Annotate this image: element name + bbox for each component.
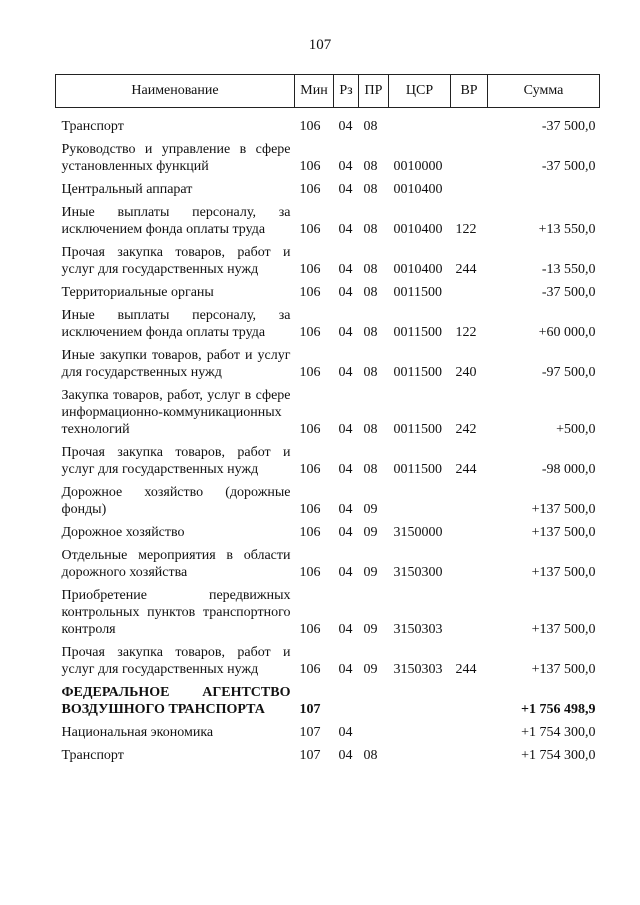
cell-min: 107 [299, 702, 321, 717]
cell-sum: -37 500,0 [541, 119, 596, 134]
cell-pr: 08 [363, 325, 378, 340]
cell-rz: 04 [338, 325, 353, 340]
cell-pr: 08 [363, 182, 378, 197]
cell-pr: 08 [363, 119, 378, 134]
cell-name: Дорожное хозяйство (дорожные фонды) [61, 485, 291, 517]
cell-name: ФЕДЕРАЛЬНОЕ АГЕНТСТВО ВОЗДУШНОГО ТРАНСПОРТА [61, 685, 291, 717]
cell-pr: 09 [363, 565, 378, 580]
table-row [56, 544, 600, 584]
cell-vr [451, 721, 488, 744]
cell-rz: 04 [338, 422, 353, 437]
cell-min: 106 [299, 525, 321, 540]
cell-sum: +137 500,0 [531, 525, 596, 540]
cell-vr [451, 744, 488, 767]
cell-csr: 0011500 [393, 365, 442, 380]
cell-rz: 04 [338, 462, 353, 477]
cell-pr: 09 [363, 662, 378, 677]
cell-min: 106 [299, 325, 321, 340]
cell-vr [451, 521, 488, 544]
cell-min: 106 [299, 119, 321, 134]
cell-vr [451, 108, 488, 139]
table-row [56, 441, 600, 481]
cell-name: Прочая закупка товаров, работ и услуг для государственных нужд [61, 645, 291, 677]
header-pr: ПР [359, 75, 389, 108]
cell-rz: 04 [338, 622, 353, 637]
table-row [56, 584, 600, 641]
cell-sum: +500,0 [556, 422, 596, 437]
table-row [56, 201, 600, 241]
cell-sum: +1 754 300,0 [521, 725, 596, 740]
cell-pr: 08 [363, 159, 378, 174]
cell-csr [389, 681, 451, 721]
cell-name: Прочая закупка товаров, работ и услуг для государственных нужд [61, 445, 291, 477]
cell-min: 106 [299, 159, 321, 174]
cell-csr: 0011500 [393, 325, 442, 340]
cell-min: 106 [299, 422, 321, 437]
cell-pr [359, 721, 389, 744]
cell-rz: 04 [338, 725, 353, 740]
cell-vr: 240 [455, 365, 477, 380]
cell-min: 106 [299, 285, 321, 300]
header-min: Мин [295, 75, 334, 108]
cell-sum: -98 000,0 [541, 462, 596, 477]
cell-csr [389, 744, 451, 767]
table-row [56, 344, 600, 384]
table-row [56, 481, 600, 521]
cell-sum: +60 000,0 [538, 325, 596, 340]
cell-vr: 244 [455, 262, 477, 277]
table-row [56, 281, 600, 304]
cell-rz: 04 [338, 525, 353, 540]
cell-vr [451, 681, 488, 721]
cell-vr [451, 584, 488, 641]
cell-rz: 04 [338, 222, 353, 237]
header-name: Наименование [56, 75, 295, 108]
cell-pr: 09 [363, 622, 378, 637]
cell-rz: 04 [338, 285, 353, 300]
cell-csr: 0011500 [393, 422, 442, 437]
cell-min: 106 [299, 262, 321, 277]
cell-name: Центральный аппарат [61, 182, 193, 197]
cell-sum: +137 500,0 [531, 565, 596, 580]
cell-rz: 04 [338, 565, 353, 580]
cell-sum: -13 550,0 [541, 262, 596, 277]
cell-csr: 0010400 [393, 222, 443, 237]
cell-vr: 122 [455, 325, 477, 340]
cell-min: 106 [299, 182, 321, 197]
header-rz: Рз [334, 75, 359, 108]
cell-name: Транспорт [61, 748, 124, 763]
table-row [56, 744, 600, 767]
cell-pr [359, 681, 389, 721]
cell-pr: 08 [363, 222, 378, 237]
cell-csr: 0010400 [393, 262, 443, 277]
table-row [56, 304, 600, 344]
cell-vr [451, 544, 488, 584]
cell-pr: 08 [363, 748, 378, 763]
cell-min: 106 [299, 462, 321, 477]
cell-name: Территориальные органы [61, 285, 214, 300]
cell-csr: 3150303 [393, 622, 443, 637]
cell-sum: +13 550,0 [538, 222, 596, 237]
cell-csr: 3150000 [393, 525, 443, 540]
cell-csr: 0010000 [393, 159, 443, 174]
cell-name: Транспорт [61, 119, 124, 134]
table-row [56, 681, 600, 721]
header-vr: ВР [451, 75, 488, 108]
cell-pr: 09 [363, 502, 378, 517]
cell-rz: 04 [338, 502, 353, 517]
cell-csr: 0010400 [393, 182, 443, 197]
cell-min: 106 [299, 622, 321, 637]
header-csr: ЦСР [389, 75, 451, 108]
cell-min: 107 [299, 748, 321, 763]
cell-pr: 08 [363, 365, 378, 380]
cell-pr: 08 [363, 262, 378, 277]
table-row [56, 241, 600, 281]
cell-rz: 04 [338, 262, 353, 277]
table-row [56, 384, 600, 441]
cell-vr [451, 178, 488, 201]
cell-min: 106 [299, 565, 321, 580]
cell-pr: 08 [363, 462, 378, 477]
cell-sum: -37 500,0 [541, 285, 596, 300]
table-row [56, 641, 600, 681]
cell-name: Иные закупки товаров, работ и услуг для государственных нужд [61, 348, 291, 380]
header-sum: Сумма [488, 75, 600, 108]
cell-rz: 04 [338, 159, 353, 174]
cell-sum: +137 500,0 [531, 662, 596, 677]
cell-vr: 242 [455, 422, 477, 437]
cell-csr [389, 721, 451, 744]
cell-vr: 244 [455, 462, 477, 477]
table-row [56, 108, 600, 139]
cell-vr [451, 281, 488, 304]
cell-sum: +1 754 300,0 [521, 748, 596, 763]
cell-name: Национальная экономика [61, 725, 214, 740]
cell-rz: 04 [338, 662, 353, 677]
cell-name: Руководство и управление в сфере установленных функций [61, 142, 291, 174]
cell-min: 106 [299, 662, 321, 677]
cell-sum [488, 178, 600, 201]
cell-vr: 244 [455, 662, 477, 677]
cell-vr [451, 138, 488, 178]
cell-sum: +1 756 498,9 [521, 702, 596, 717]
cell-rz: 04 [338, 182, 353, 197]
cell-csr: 3150303 [393, 662, 443, 677]
cell-csr: 0011500 [393, 285, 442, 300]
cell-min: 107 [299, 725, 321, 740]
cell-name: Отдельные мероприятия в области дорожного хозяйства [61, 548, 291, 580]
table-header-row [56, 75, 600, 108]
cell-csr: 3150300 [393, 565, 443, 580]
cell-vr [451, 481, 488, 521]
cell-sum: -97 500,0 [541, 365, 596, 380]
cell-csr: 0011500 [393, 462, 442, 477]
cell-name: Прочая закупка товаров, работ и услуг для государственных нужд [61, 245, 291, 277]
page-number: 107 [308, 37, 332, 53]
table-row [56, 521, 600, 544]
cell-csr [389, 108, 451, 139]
cell-name: Иные выплаты персоналу, за исключением фонда оплаты труда [61, 205, 291, 237]
cell-pr: 09 [363, 525, 378, 540]
cell-sum: +137 500,0 [531, 622, 596, 637]
cell-sum: -37 500,0 [541, 159, 596, 174]
cell-sum: +137 500,0 [531, 502, 596, 517]
table-row [56, 721, 600, 744]
cell-csr [389, 481, 451, 521]
cell-rz: 04 [338, 365, 353, 380]
cell-name: Дорожное хозяйство [61, 525, 185, 540]
cell-pr: 08 [363, 422, 378, 437]
table-row [56, 178, 600, 201]
cell-name: Иные выплаты персоналу, за исключением фонда оплаты труда [61, 308, 291, 340]
budget-table [55, 74, 600, 767]
cell-min: 106 [299, 502, 321, 517]
cell-pr: 08 [363, 285, 378, 300]
cell-name: Закупка товаров, работ, услуг в сфере информационно-коммуникационных технологий [61, 388, 291, 437]
table-row [56, 138, 600, 178]
cell-rz: 04 [338, 748, 353, 763]
cell-min: 106 [299, 222, 321, 237]
cell-vr: 122 [455, 222, 477, 237]
cell-name: Приобретение передвижных контрольных пунктов транспортного контроля [61, 588, 291, 637]
cell-min: 106 [299, 365, 321, 380]
cell-rz: 04 [338, 119, 353, 134]
cell-rz [334, 681, 359, 721]
